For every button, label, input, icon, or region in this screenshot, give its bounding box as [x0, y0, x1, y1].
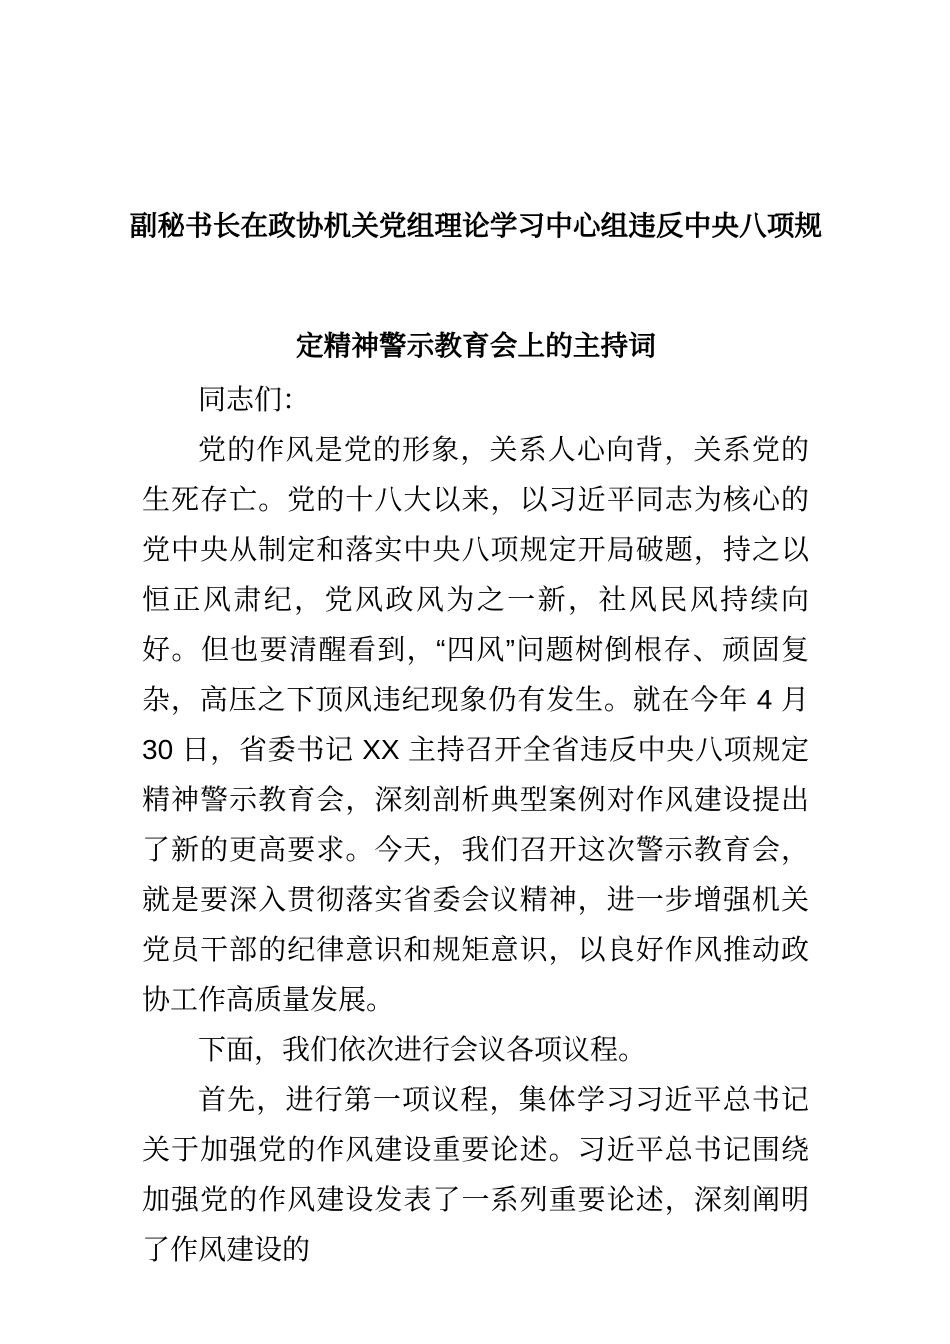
page-title: 副秘书长在政协机关党组理论学习中心组违反中央八项规定精神警示教育会上的主持词	[129, 210, 823, 362]
paragraph-agenda-intro: 下面，我们依次进行会议各项议程。	[198, 1034, 647, 1065]
paragraph-agenda-item-one: 首先，进行第一项议程，集体学习习近平总书记关于加强党的作风建设重要论述。习近平总书记围绕加强党的作风建设发表了一系列重要论述，深刻阐明了作风建设的	[142, 1084, 809, 1265]
document-body	[142, 375, 809, 1275]
paragraph-opening-remarks: 党的作风是党的形象，关系人心向背，关系党的生死存亡。党的十八大以来，以习近平同志为核心的党中央从制定和落实中央八项规定开局破题，持之以恒正风肃纪，党风政风为之一新，社风民风持续向好。但也要清醒看到，“四风”问题树倒根存、顽固复杂，高压之下顶风违纪现象仍有发生。就在今年 4 月 30 日，省委书记 XX 主持召开全省违反中央八项规定精神警示教育会，深刻剖析典型案例对作风建设提出了新的更高要求。今天，我们召开这次警示教育会，就是要深入贯彻落实省委会议精神，进一步增强机关党员干部的纪律意识和规矩意识，以良好作风推动政协工作高质量发展。	[142, 434, 809, 1015]
paragraph-salutation: 同志们：	[198, 384, 311, 415]
